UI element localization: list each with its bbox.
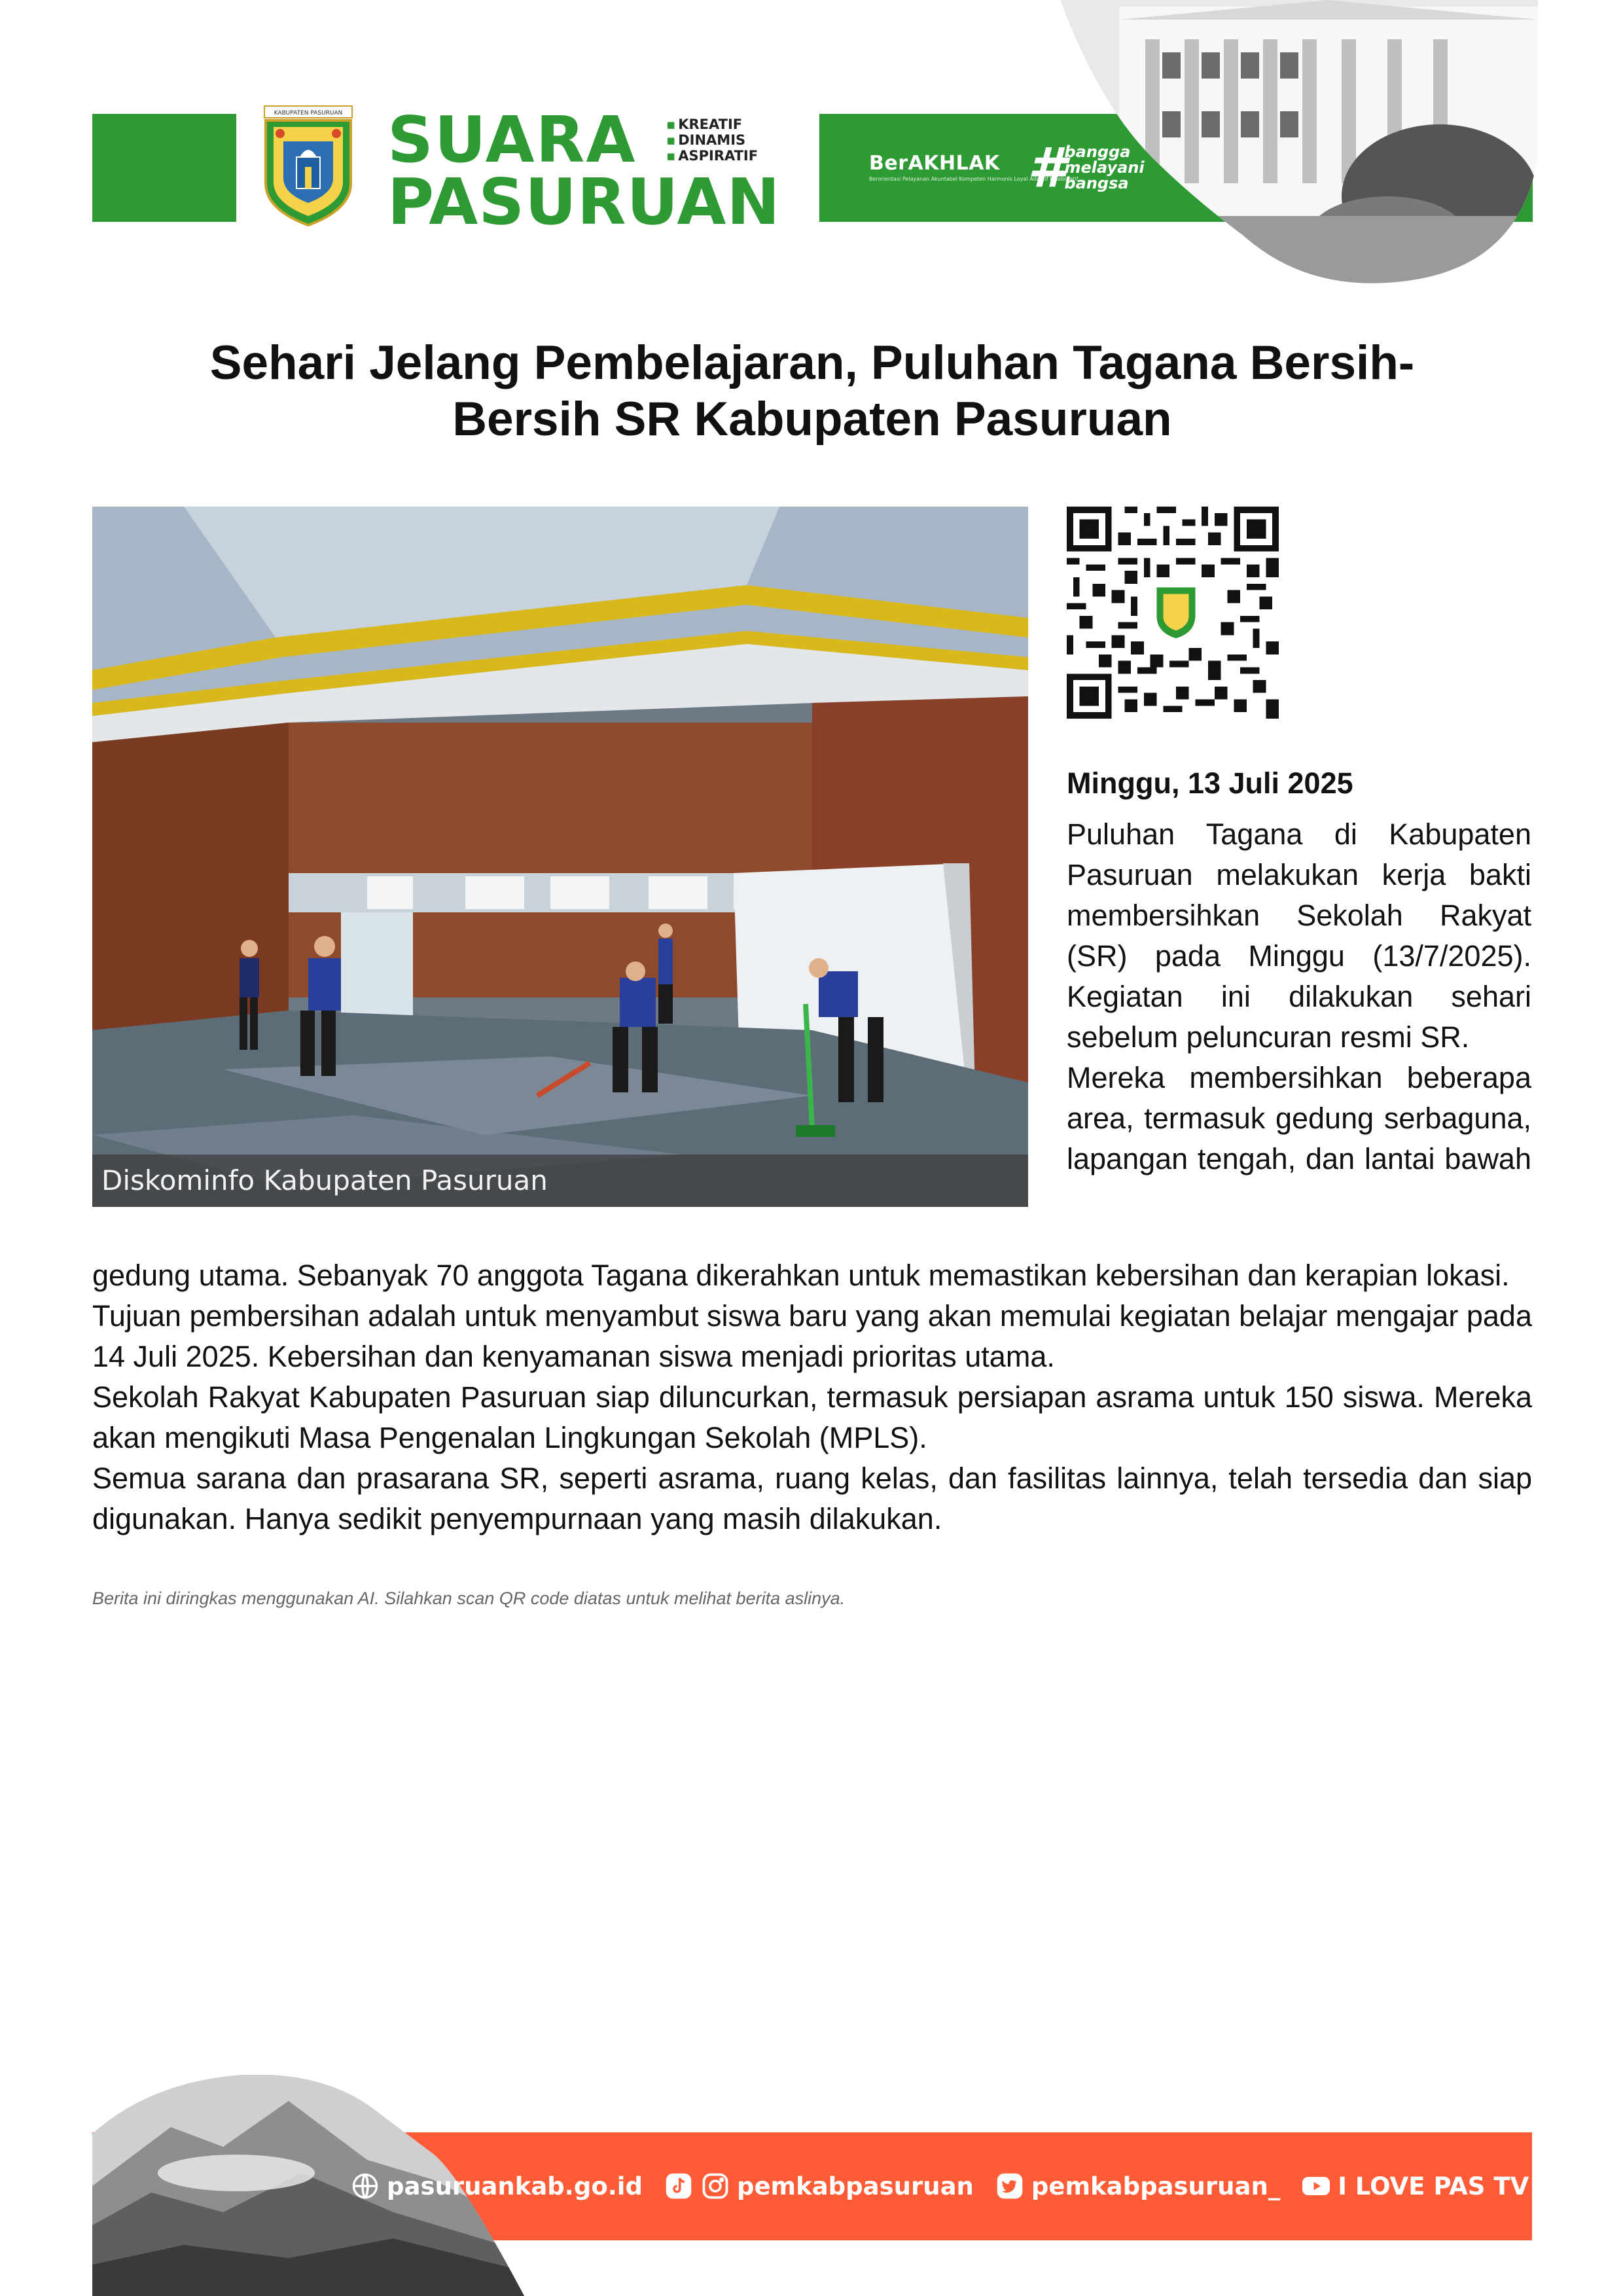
photo-caption: Diskominfo Kabupaten Pasuruan	[92, 1155, 1028, 1207]
hashtag-symbol: #	[1027, 135, 1066, 200]
article-date: Minggu, 13 Juli 2025	[1067, 766, 1353, 800]
article-body-full	[92, 1255, 1532, 1539]
bangga-word: bangsa	[1064, 174, 1129, 192]
berakhlak-subtitle: Berorientasi Pelayanan Akuntabel Kompeten Harmonis Loyal Adaptif Kolaboratif	[869, 176, 1079, 182]
tagline-item: ▪ ASPIRATIF	[666, 148, 758, 164]
twitter-link[interactable]	[995, 2171, 1280, 2201]
instagram-handle: pemkabpasuruan	[736, 2172, 974, 2200]
hall-cleaning-scene	[92, 507, 1028, 1207]
bangga-word: melayani	[1064, 158, 1145, 177]
article-body-column	[1067, 814, 1531, 1179]
website-link[interactable]	[350, 2171, 643, 2201]
brand-line-2: PASURUAN	[387, 165, 781, 240]
article-paragraph: Sekolah Rakyat Kabupaten Pasuruan siap diluncurkan, termasuk persiapan asrama untuk 150 siswa. Mereka akan mengikuti Masa Pengenalan Lingkungan Sekolah (MPLS).	[92, 1380, 1532, 1454]
brand-tagline	[666, 117, 758, 164]
bangga-melayani-bangsa-logo	[1027, 135, 1145, 200]
article-paragraph: Puluhan Tagana di Kabupaten Pasuruan melakukan kerja bakti membersihkan Sekolah Rakyat (SR) pada Minggu (13/7/2025). Kegiatan ini dilakukan sehari sebelum peluncuran resmi SR.	[1067, 817, 1531, 1054]
article-photo	[92, 507, 1028, 1207]
article-paragraph: Mereka membersihkan beberapa area, termasuk gedung serbaguna, lapangan tengah, dan lantai bawah	[1067, 1061, 1531, 1175]
tiktok-instagram-link[interactable]	[664, 2171, 974, 2201]
website-text: pasuruankab.go.id	[387, 2172, 643, 2200]
article-paragraph: Tujuan pembersihan adalah untuk menyambut siswa baru yang akan memulai kegiatan belajar mengajar pada 14 Juli 2025. Kebersihan dan kenyamanan siswa menjadi prioritas utama.	[92, 1299, 1532, 1373]
article-title	[92, 335, 1532, 448]
brand-line-1: SUARA	[387, 103, 637, 177]
tiktok-icon	[664, 2171, 694, 2201]
header-left-green-bar	[92, 114, 236, 222]
bangga-word: bangga	[1064, 143, 1131, 161]
twitter-icon	[995, 2171, 1025, 2201]
qr-code[interactable]	[1067, 507, 1279, 719]
tagline-item: ▪ DINAMIS	[666, 132, 758, 148]
youtube-link[interactable]	[1301, 2171, 1529, 2201]
title-line-1: Sehari Jelang Pembelajaran, Puluhan Tagana Bersih-	[209, 336, 1415, 389]
youtube-icon	[1301, 2171, 1331, 2201]
crest-label: KABUPATEN PASURUAN	[274, 110, 343, 117]
article-paragraph: gedung utama. Sebanyak 70 anggota Tagana dikerahkan untuk memastikan kebersihan dan kerapian lokasi.	[92, 1259, 1510, 1292]
tagline-item: ▪ KREATIF	[666, 117, 758, 132]
twitter-handle: pemkabpasuruan_	[1031, 2172, 1281, 2200]
title-line-2: Bersih SR Kabupaten Pasuruan	[452, 393, 1172, 446]
globe-icon	[350, 2171, 380, 2201]
kabupaten-pasuruan-crest	[260, 105, 356, 226]
ai-summary-note: Berita ini diringkas menggunakan AI. Silahkan scan QR code diatas untuk melihat berita aslinya.	[92, 1588, 846, 1608]
footer-social-links	[350, 2166, 1550, 2206]
youtube-channel: I LOVE PAS TV	[1338, 2172, 1529, 2200]
berakhlak-wordmark: BerAKHLAK	[869, 152, 1000, 175]
instagram-icon	[700, 2171, 730, 2201]
article-paragraph: Semua sarana dan prasarana SR, seperti asrama, ruang kelas, dan fasilitas lainnya, telah tersedia dan siap digunakan. Hanya sedikit penyempurnaan yang masih dilakukan.	[92, 1462, 1532, 1535]
